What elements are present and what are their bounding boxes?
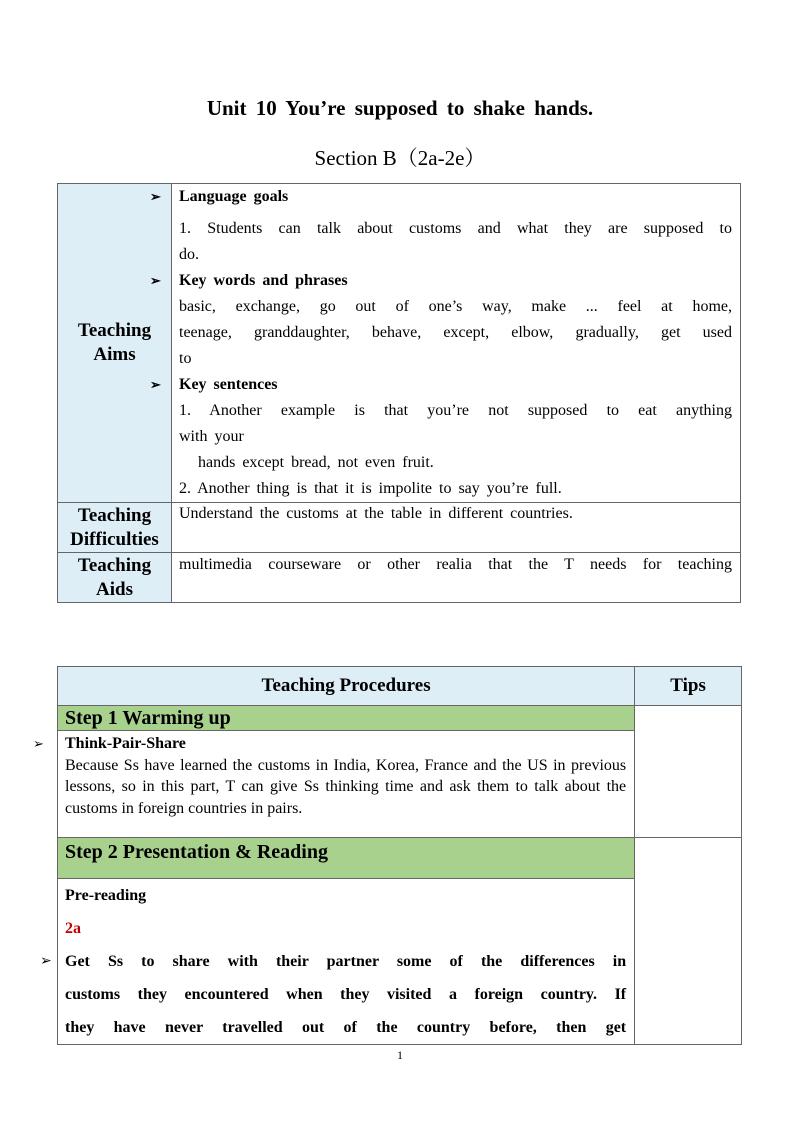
- teaching-difficulties-content: [172, 503, 741, 553]
- label-line: Aids: [96, 578, 133, 600]
- tips-header: Tips: [635, 667, 742, 706]
- procedures-header: Teaching Procedures: [58, 667, 635, 706]
- arrow-bullet-icon: ➢: [40, 954, 52, 969]
- step2-title-row: [58, 838, 742, 879]
- teaching-aids-row: [58, 553, 741, 603]
- teaching-aids-content: [172, 553, 741, 603]
- step1-tips-cell: [635, 706, 742, 838]
- document-title: Unit 10 You’re supposed to shake hands.: [206, 96, 594, 120]
- step2-item: 2a: [65, 920, 81, 937]
- step2-line: ➢ Get Ss to share with their partner some of the differences in: [65, 945, 626, 978]
- procedures-header-row: [58, 667, 742, 706]
- step2-tips-cell: [635, 838, 742, 1045]
- teaching-aids-label: [58, 553, 172, 603]
- label-line: Difficulties: [70, 528, 159, 550]
- label-line: Teaching: [77, 554, 152, 576]
- document-subtitle: Section B（2a-2e）: [314, 146, 486, 170]
- step2-content: [40, 879, 635, 1045]
- teaching-procedures-table: [33, 666, 742, 1045]
- teaching-aims-content: [150, 184, 741, 503]
- arrow-bullet-icon: ➢: [150, 377, 161, 392]
- step1-title-row: [58, 706, 742, 731]
- arrow-bullet-icon: ➢: [33, 736, 44, 751]
- teaching-difficulties-row: [58, 503, 741, 553]
- key-words-text: to: [179, 350, 192, 367]
- key-words-heading: ➢ Key words and phrases: [172, 268, 740, 294]
- key-words-text: teenage, granddaughter, behave, except, elbow, gradually, get used: [179, 324, 732, 341]
- difficulties-text: Understand the customs at the table in different countries.: [179, 505, 573, 522]
- step1-title: Step 1 Warming up: [58, 706, 635, 731]
- step2-title: Step 2 Presentation & Reading: [58, 838, 635, 879]
- label-line: Teaching: [77, 320, 152, 341]
- label-line: Teaching: [77, 504, 152, 526]
- step1-activity: Think-Pair-Share: [65, 735, 186, 752]
- teaching-difficulties-label: [58, 503, 172, 553]
- aids-text: multimedia courseware or other realia that the T needs for teaching: [179, 556, 732, 573]
- step1-description: Because Ss have learned the customs in India, Korea, France and the US in previous lessons, so in this part, T can give Ss thinking time and ask them to talk about the customs in foreign countries in pairs.: [65, 756, 627, 817]
- key-words-text: basic, exchange, go out of one’s way, make ... feel at home,: [179, 298, 732, 315]
- teaching-aims-row: [58, 184, 741, 503]
- key-sentence-text: with your: [179, 428, 244, 445]
- step2-text-block: [40, 879, 634, 1044]
- teaching-aims-label: [58, 184, 172, 503]
- arrow-bullet-icon: ➢: [150, 273, 161, 288]
- language-goals-heading: ➢ Language goals: [172, 184, 740, 210]
- key-sentence-text: 2. Another thing is that it is impolite to say you’re full.: [179, 480, 562, 497]
- label-line: Aims: [93, 344, 136, 365]
- key-sentences-heading: ➢ Key sentences: [172, 372, 740, 398]
- step2-phase: Pre-reading: [65, 887, 147, 904]
- step1-content: [33, 731, 635, 838]
- arrow-bullet-icon: ➢: [150, 189, 161, 204]
- language-goal-text: 1. Students can talk about customs and what they are supposed to: [179, 220, 732, 237]
- step1-text-block: [33, 731, 634, 819]
- teaching-info-table: [57, 183, 741, 603]
- step2-line: they have never travelled out of the country before, then get: [65, 1019, 627, 1036]
- key-sentence-text: hands except bread, not even fruit.: [198, 454, 434, 471]
- step2-line: customs they encountered when they visited a foreign country. If: [65, 986, 627, 1003]
- language-goal-text: do.: [179, 246, 199, 263]
- key-sentence-text: 1. Another example is that you’re not supposed to eat anything: [179, 402, 732, 419]
- page-number: 1: [397, 1048, 403, 1062]
